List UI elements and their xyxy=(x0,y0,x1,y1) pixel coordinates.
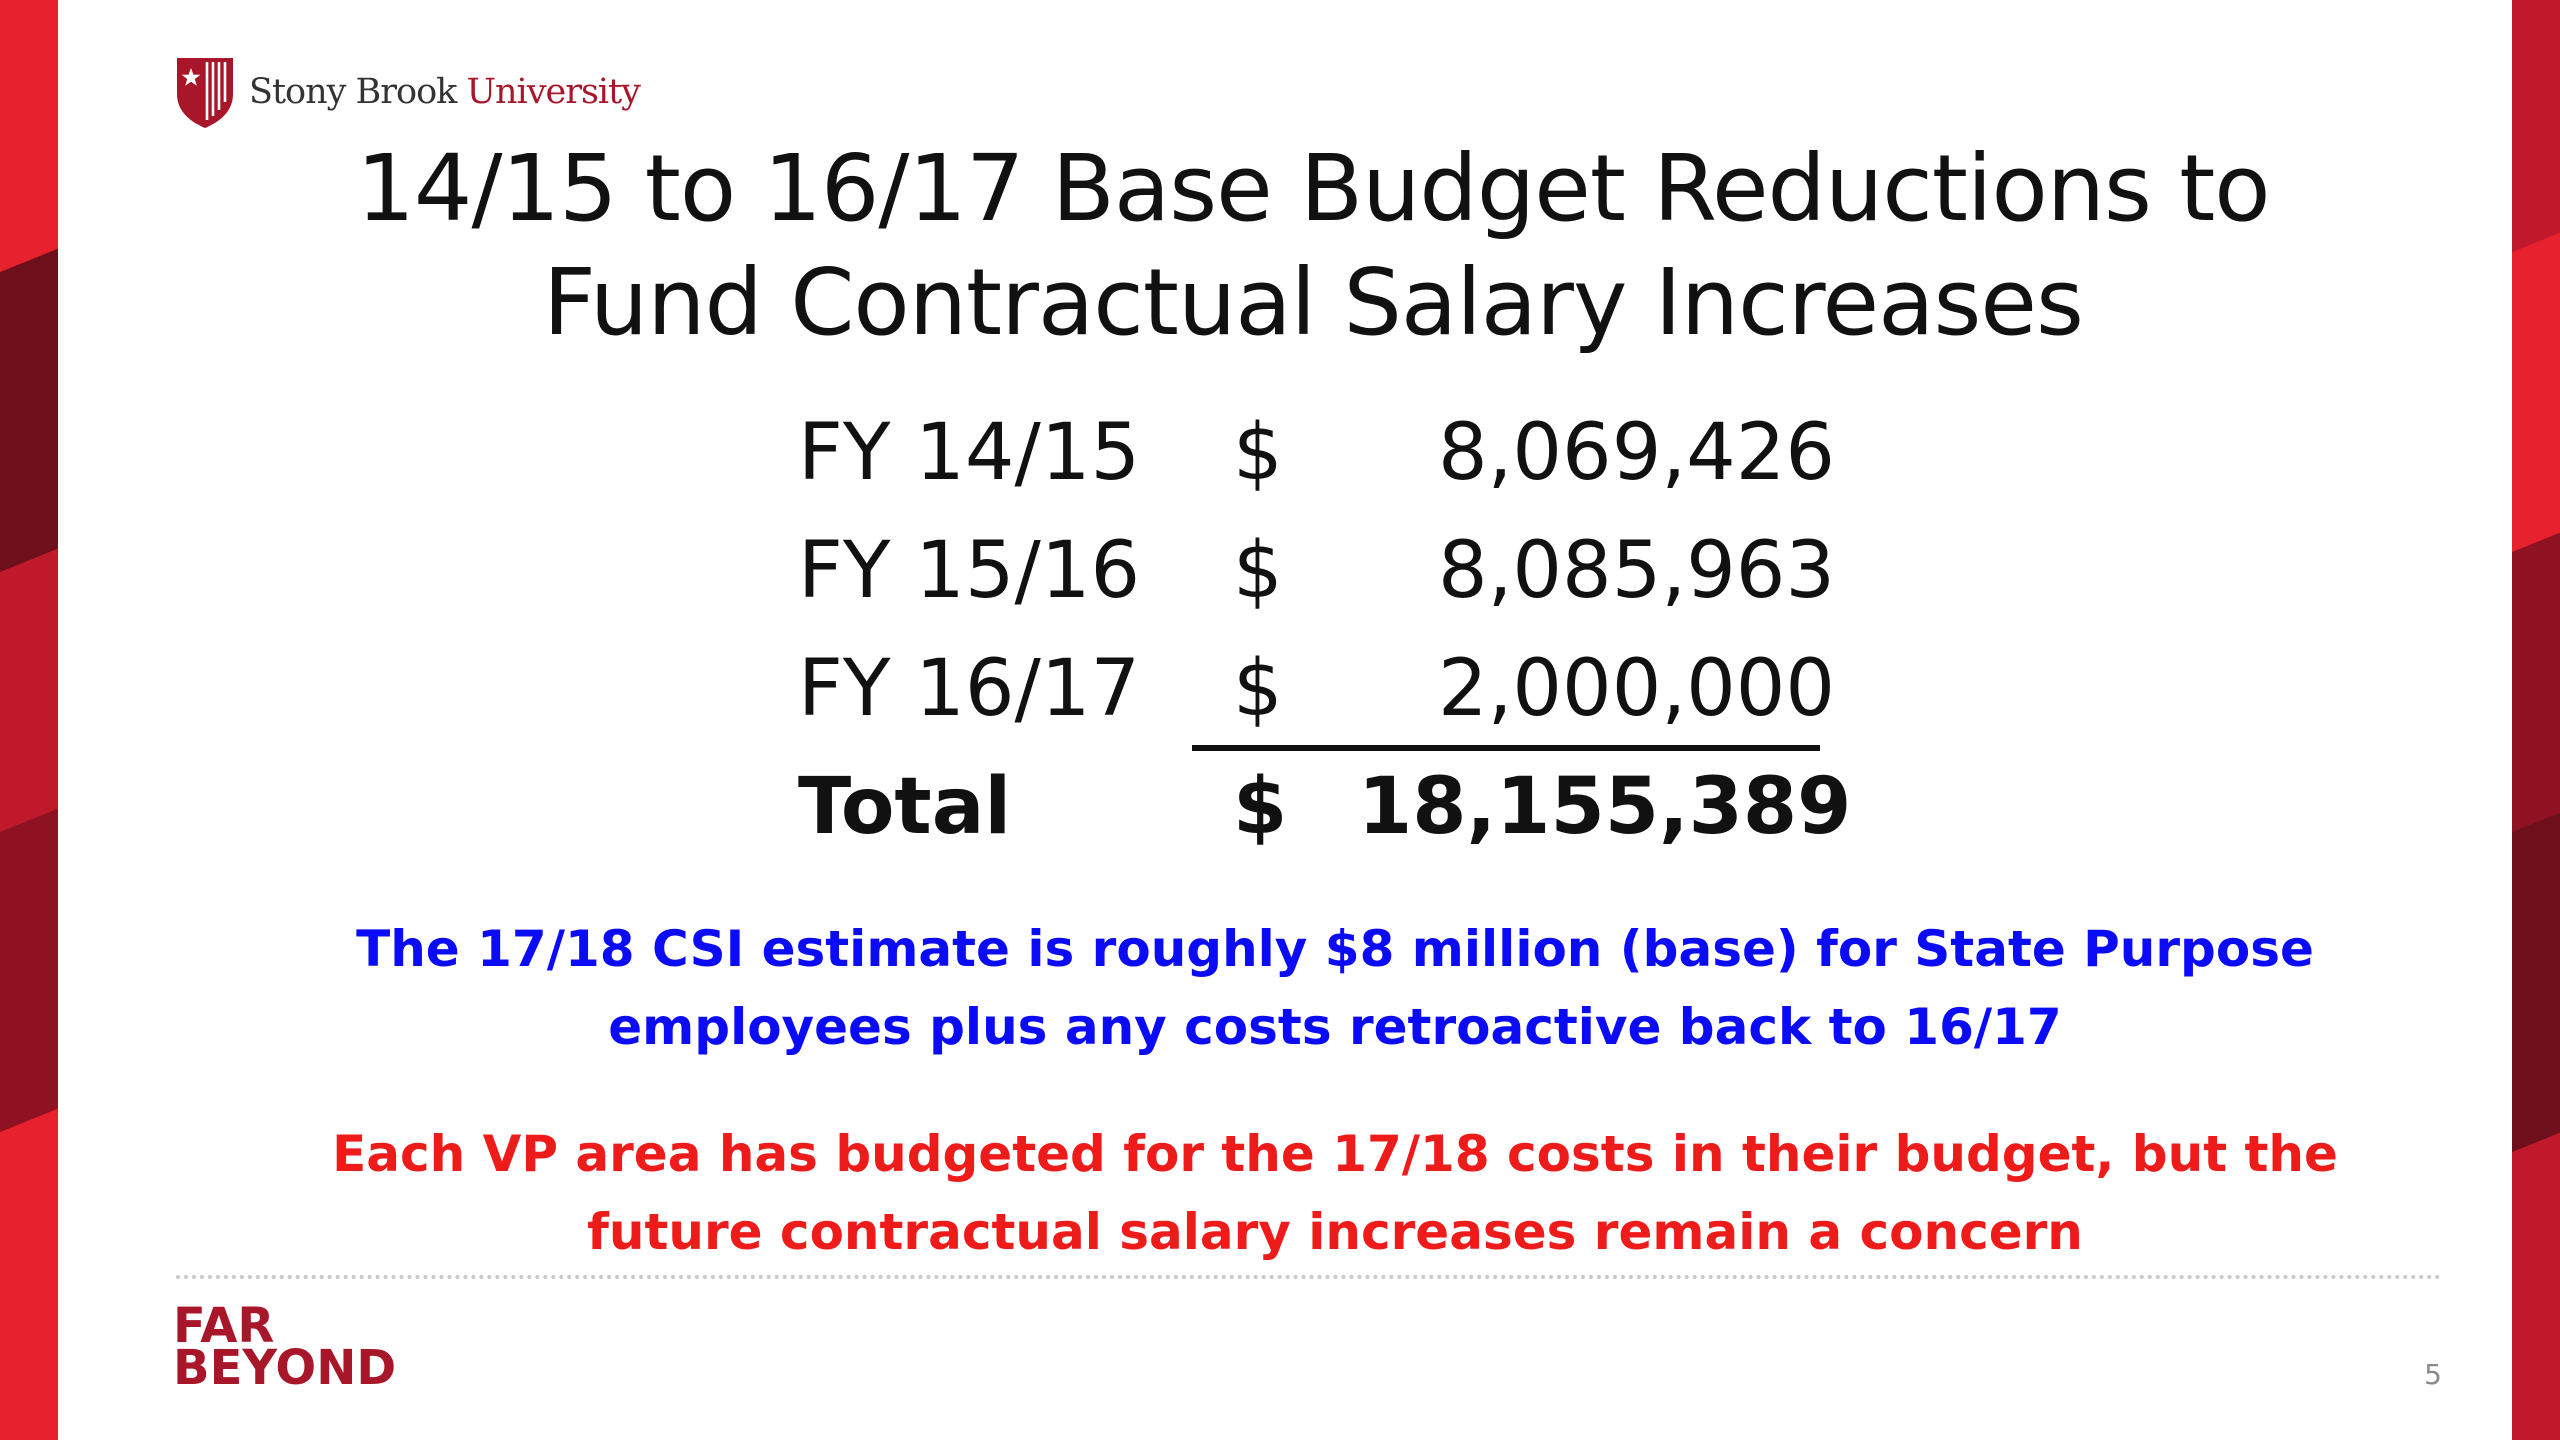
amount-value: 8,069,426 xyxy=(1438,408,1835,498)
tagline-line2: BEYOND xyxy=(173,1340,397,1396)
csi-estimate-note-line1: The 17/18 CSI estimate is roughly $8 million (base) for State Purpose xyxy=(356,920,2314,978)
amount-value: 8,085,963 xyxy=(1438,526,1835,616)
page-number: 5 xyxy=(2424,1358,2442,1391)
currency-symbol: $ xyxy=(1233,762,1288,852)
amount-value: 2,000,000 xyxy=(1438,644,1835,734)
csi-estimate-note xyxy=(208,910,2462,1066)
currency-symbol: $ xyxy=(1233,526,1283,616)
dotted-divider xyxy=(176,1275,2442,1279)
currency-symbol: $ xyxy=(1233,408,1283,498)
slide xyxy=(58,0,2512,1440)
edge-stripe xyxy=(0,532,58,849)
fiscal-year-label: FY 14/15 xyxy=(798,408,1141,498)
edge-stripe xyxy=(2512,1112,2560,1440)
star-shield-icon xyxy=(173,54,237,130)
edge-stripe xyxy=(0,232,58,589)
currency-symbol: $ xyxy=(1233,644,1283,734)
edge-stripe xyxy=(0,792,58,1149)
edge-stripe xyxy=(2512,512,2560,849)
vp-budget-concern-note-line1: Each VP area has budgeted for the 17/18 costs in their budget, but the xyxy=(332,1125,2338,1183)
csi-estimate-note-line2: employees plus any costs retroactive back to 16/17 xyxy=(608,998,2062,1056)
far-beyond-tagline xyxy=(173,1298,397,1396)
edge-stripe xyxy=(2512,212,2560,569)
slide-title-line2: Fund Contractual Salary Increases xyxy=(543,249,2083,356)
tagline-line1: FAR xyxy=(173,1298,275,1354)
vp-budget-concern-note xyxy=(208,1115,2462,1271)
university-name xyxy=(249,72,640,112)
total-label: Total xyxy=(798,762,1012,852)
vp-budget-concern-note-line2: future contractual salary increases remain a concern xyxy=(587,1203,2083,1261)
edge-stripe xyxy=(0,0,58,288)
left-decorative-edge xyxy=(0,0,58,1440)
university-name-part1: Stony Brook xyxy=(249,72,457,112)
right-decorative-edge xyxy=(2512,0,2560,1440)
total-divider-rule xyxy=(1192,745,1820,751)
university-logo xyxy=(173,52,640,132)
slide-title xyxy=(258,132,2368,360)
total-amount-value: 18,155,389 xyxy=(1358,762,1852,852)
university-name-part2: University xyxy=(466,72,640,112)
edge-stripe xyxy=(2512,792,2560,1169)
edge-stripe xyxy=(0,1092,58,1440)
edge-stripe xyxy=(2512,0,2560,268)
slide-title-line1: 14/15 to 16/17 Base Budget Reductions to xyxy=(356,135,2270,242)
fiscal-year-label: FY 16/17 xyxy=(798,644,1141,734)
fiscal-year-label: FY 15/16 xyxy=(798,526,1141,616)
